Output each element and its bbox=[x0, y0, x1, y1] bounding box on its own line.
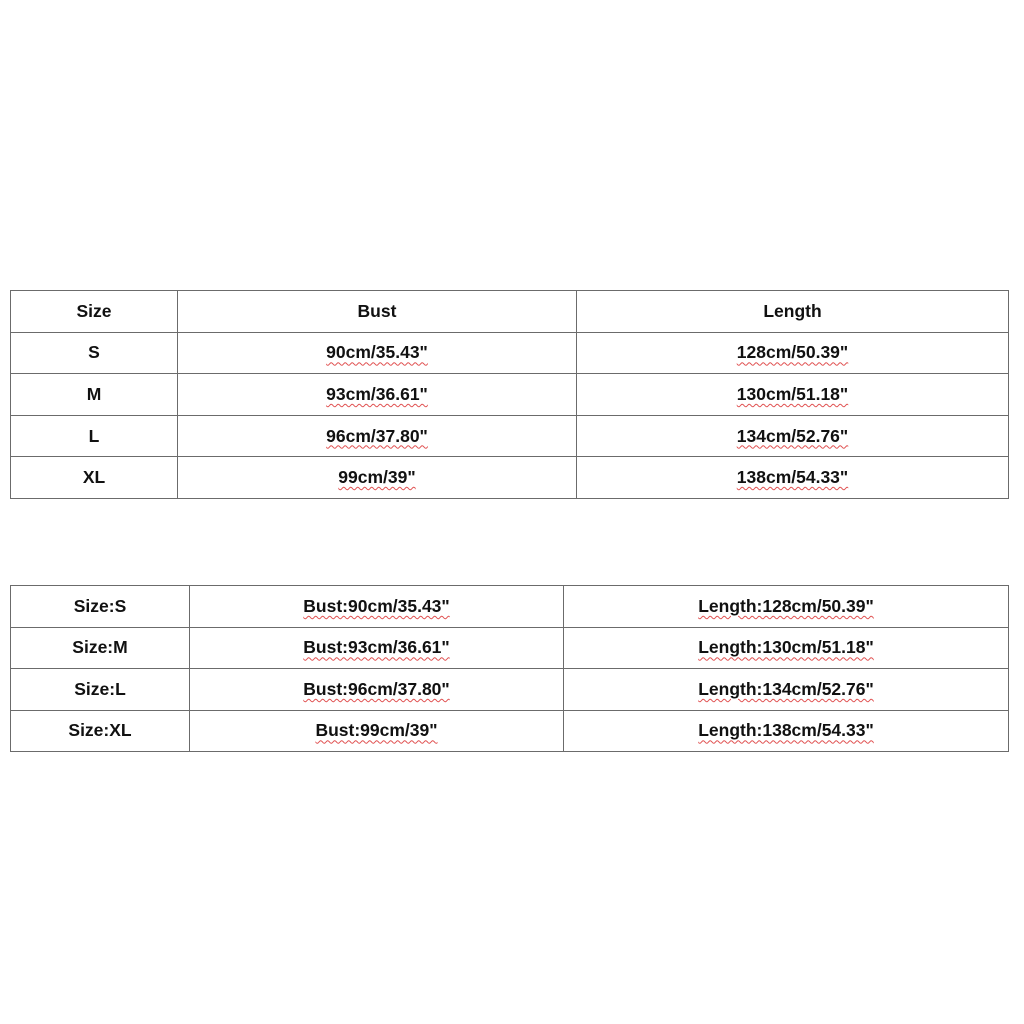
length-cell bbox=[577, 457, 1009, 499]
bust-value: Bust:99cm/39" bbox=[315, 720, 438, 741]
bust-cell bbox=[190, 627, 564, 669]
bust-value: 93cm/36.61" bbox=[326, 383, 428, 404]
size-chart-table-columns bbox=[10, 290, 1009, 499]
length-cell bbox=[564, 627, 1009, 669]
size-cell: XL bbox=[11, 457, 178, 499]
length-value: Length:138cm/54.33" bbox=[698, 720, 874, 741]
size-cell: S bbox=[11, 332, 178, 374]
table-row bbox=[11, 374, 1009, 416]
size-cell: Size:XL bbox=[11, 710, 190, 752]
table-row bbox=[11, 457, 1009, 499]
bust-value: Bust:93cm/36.61" bbox=[303, 637, 450, 658]
table-header-row bbox=[11, 291, 1009, 333]
header-length: Length bbox=[577, 291, 1009, 333]
length-cell bbox=[577, 332, 1009, 374]
size-cell: Size:M bbox=[11, 627, 190, 669]
bust-cell bbox=[190, 710, 564, 752]
bust-cell bbox=[178, 332, 577, 374]
length-cell bbox=[577, 415, 1009, 457]
length-value: 138cm/54.33" bbox=[736, 467, 849, 488]
table-row bbox=[11, 669, 1009, 711]
bust-value: 99cm/39" bbox=[338, 467, 416, 488]
bust-cell bbox=[178, 457, 577, 499]
bust-cell bbox=[178, 415, 577, 457]
bust-value: 90cm/35.43" bbox=[326, 342, 428, 363]
table-row bbox=[11, 586, 1009, 628]
size-cell: Size:S bbox=[11, 586, 190, 628]
size-cell: M bbox=[11, 374, 178, 416]
bust-cell bbox=[178, 374, 577, 416]
header-size: Size bbox=[11, 291, 178, 333]
bust-cell bbox=[190, 586, 564, 628]
length-value: 134cm/52.76" bbox=[736, 425, 849, 446]
length-cell bbox=[577, 374, 1009, 416]
table-row bbox=[11, 332, 1009, 374]
bust-cell bbox=[190, 669, 564, 711]
size-cell: L bbox=[11, 415, 178, 457]
table-row bbox=[11, 415, 1009, 457]
length-value: 128cm/50.39" bbox=[736, 342, 849, 363]
size-cell: Size:L bbox=[11, 669, 190, 711]
size-chart-table-labeled bbox=[10, 585, 1009, 752]
bust-value: Bust:90cm/35.43" bbox=[303, 595, 450, 616]
length-cell bbox=[564, 710, 1009, 752]
bust-value: 96cm/37.80" bbox=[326, 425, 428, 446]
length-value: Length:134cm/52.76" bbox=[698, 678, 874, 699]
table-row bbox=[11, 710, 1009, 752]
length-value: Length:130cm/51.18" bbox=[698, 637, 874, 658]
length-value: 130cm/51.18" bbox=[736, 383, 849, 404]
table-row bbox=[11, 627, 1009, 669]
length-cell bbox=[564, 586, 1009, 628]
length-cell bbox=[564, 669, 1009, 711]
header-bust: Bust bbox=[178, 291, 577, 333]
bust-value: Bust:96cm/37.80" bbox=[303, 678, 450, 699]
length-value: Length:128cm/50.39" bbox=[698, 595, 874, 616]
